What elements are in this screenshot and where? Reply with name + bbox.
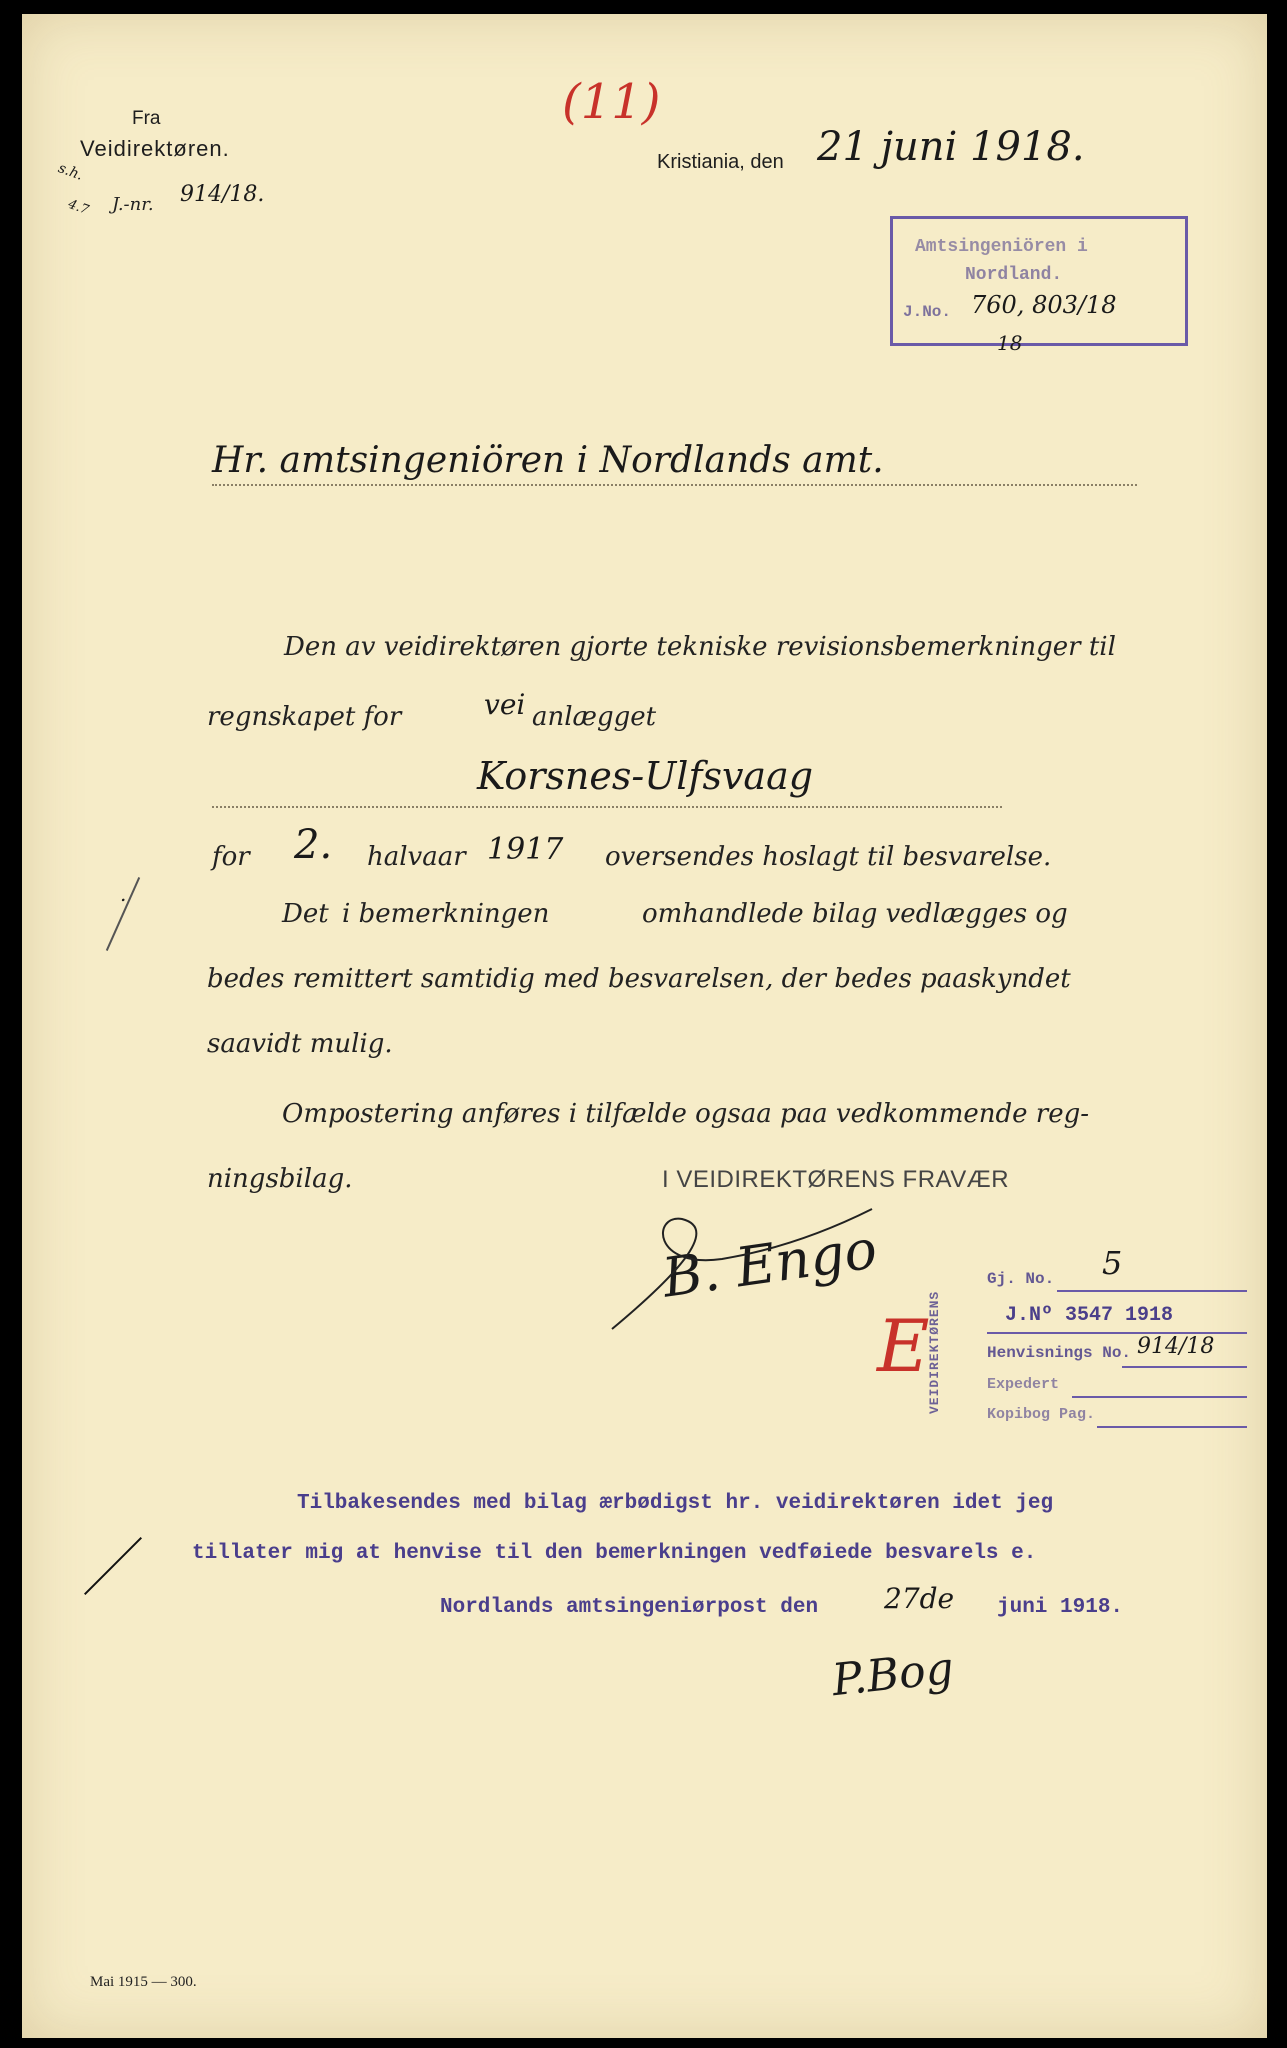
body-line-4-year: 1917	[487, 832, 564, 867]
body-line-4-halvaar: halvaar	[367, 842, 466, 872]
body-line-4-rest: oversendes hoslagt til besvarelse.	[605, 842, 1052, 872]
right-stamp-rule-5	[1097, 1426, 1247, 1428]
reply-signature: P.Bog	[829, 1642, 957, 1707]
right-stamp-rule-1	[1057, 1290, 1247, 1292]
place-date-prefix: Kristiania, den	[657, 151, 784, 173]
footer-print-note: Mai 1915 — 300.	[90, 1974, 197, 1990]
reply-line-3-day: 27de	[884, 1582, 955, 1615]
date-handwritten: 21 juni 1918.	[817, 124, 1085, 170]
para3-line1: Ompostering anføres i tilfælde ogsaa paa vedkommende reg-	[282, 1099, 1090, 1129]
red-number: (11)	[562, 74, 661, 130]
received-stamp-jno-label: J.No.	[903, 303, 952, 321]
signature-flourish	[592, 1189, 892, 1339]
reply-line-1: Tilbakesendes med bilag ærbødigst hr. veidirektøren idet jeg	[297, 1492, 1054, 1515]
para2-line2: bedes remittert samtidig med besvarelsen, der bedes paaskyndet	[207, 964, 1071, 994]
header-fra: Fra	[132, 108, 161, 129]
body-line-4-half: 2.	[294, 822, 333, 868]
body-line-1: Den av veidirektøren gjorte tekniske revisionsbemerkninger til	[284, 632, 1116, 662]
reply-line-3-suffix: juni 1918.	[997, 1596, 1124, 1619]
reply-margin-slash	[84, 1537, 142, 1595]
journal-label: J.-nr.	[112, 194, 154, 215]
right-stamp-rule-3	[1122, 1366, 1247, 1368]
reply-line-3-prefix: Nordlands amtsingeniørpost den	[440, 1596, 819, 1619]
right-stamp-expedert-label: Expedert	[987, 1376, 1060, 1393]
header-sender: Veidirektøren.	[80, 136, 230, 161]
para3-line2: ningsbilag.	[207, 1164, 353, 1194]
margin-initials: s.h.	[56, 160, 86, 184]
body-line-2-suffix: anlægget	[532, 702, 657, 732]
para2-line3: saavidt mulig.	[207, 1029, 393, 1059]
right-stamp-rule-4	[1072, 1396, 1247, 1398]
margin-initials-2: 4.7	[66, 196, 91, 219]
para2-bemerkningen: i bemerkningen	[342, 899, 550, 929]
addressee-dotted-line	[212, 484, 1137, 486]
received-stamp	[890, 216, 1188, 355]
signature-stamp: I VEIDIREKTØRENS FRAVÆR	[662, 1166, 1010, 1193]
red-mark: E	[877, 1304, 930, 1388]
received-stamp-line1: Amtsingeniören i	[915, 237, 1088, 257]
reply-line-2: tillater mig at henvise til den bemerkningen vedføiede besvarels e.	[192, 1542, 1037, 1565]
project-dotted-line	[212, 806, 1002, 808]
document-sheet	[22, 14, 1267, 2038]
project-name: Korsnes-Ulfsvaag	[477, 754, 814, 798]
para2-line1-rest: omhandlede bilag vedlægges og	[642, 899, 1068, 929]
right-stamp-kopibog-label: Kopibog Pag.	[987, 1406, 1096, 1423]
received-stamp-line2: Nordland.	[965, 265, 1063, 285]
right-stamp-side-label: VEIDIREKTØRENS	[927, 1290, 942, 1414]
right-stamp-jno: J.Nº 3547 1918	[1005, 1304, 1174, 1327]
right-stamp-gj-label: Gj. No.	[987, 1270, 1055, 1288]
body-line-2-prefix: regnskapet for	[207, 702, 402, 732]
signature: B. Engo	[658, 1217, 881, 1310]
body-line-4-for: for	[212, 842, 250, 872]
right-stamp-gj-value: 5	[1102, 1244, 1123, 1282]
para2-word-det: Det	[282, 899, 329, 929]
journal-value: 914/18.	[180, 182, 265, 207]
body-line-2-fill: vei	[484, 688, 526, 721]
received-stamp-jno-sub: 18	[997, 331, 1023, 355]
right-stamp-henvisning-value: 914/18	[1137, 1334, 1215, 1359]
margin-mark-dot: .	[120, 882, 127, 906]
addressee: Hr. amtsingeniören i Nordlands amt.	[212, 440, 884, 481]
received-stamp-jno-value: 760, 803/18	[971, 291, 1117, 319]
right-stamp-henvisning-label: Henvisnings No.	[987, 1344, 1132, 1362]
